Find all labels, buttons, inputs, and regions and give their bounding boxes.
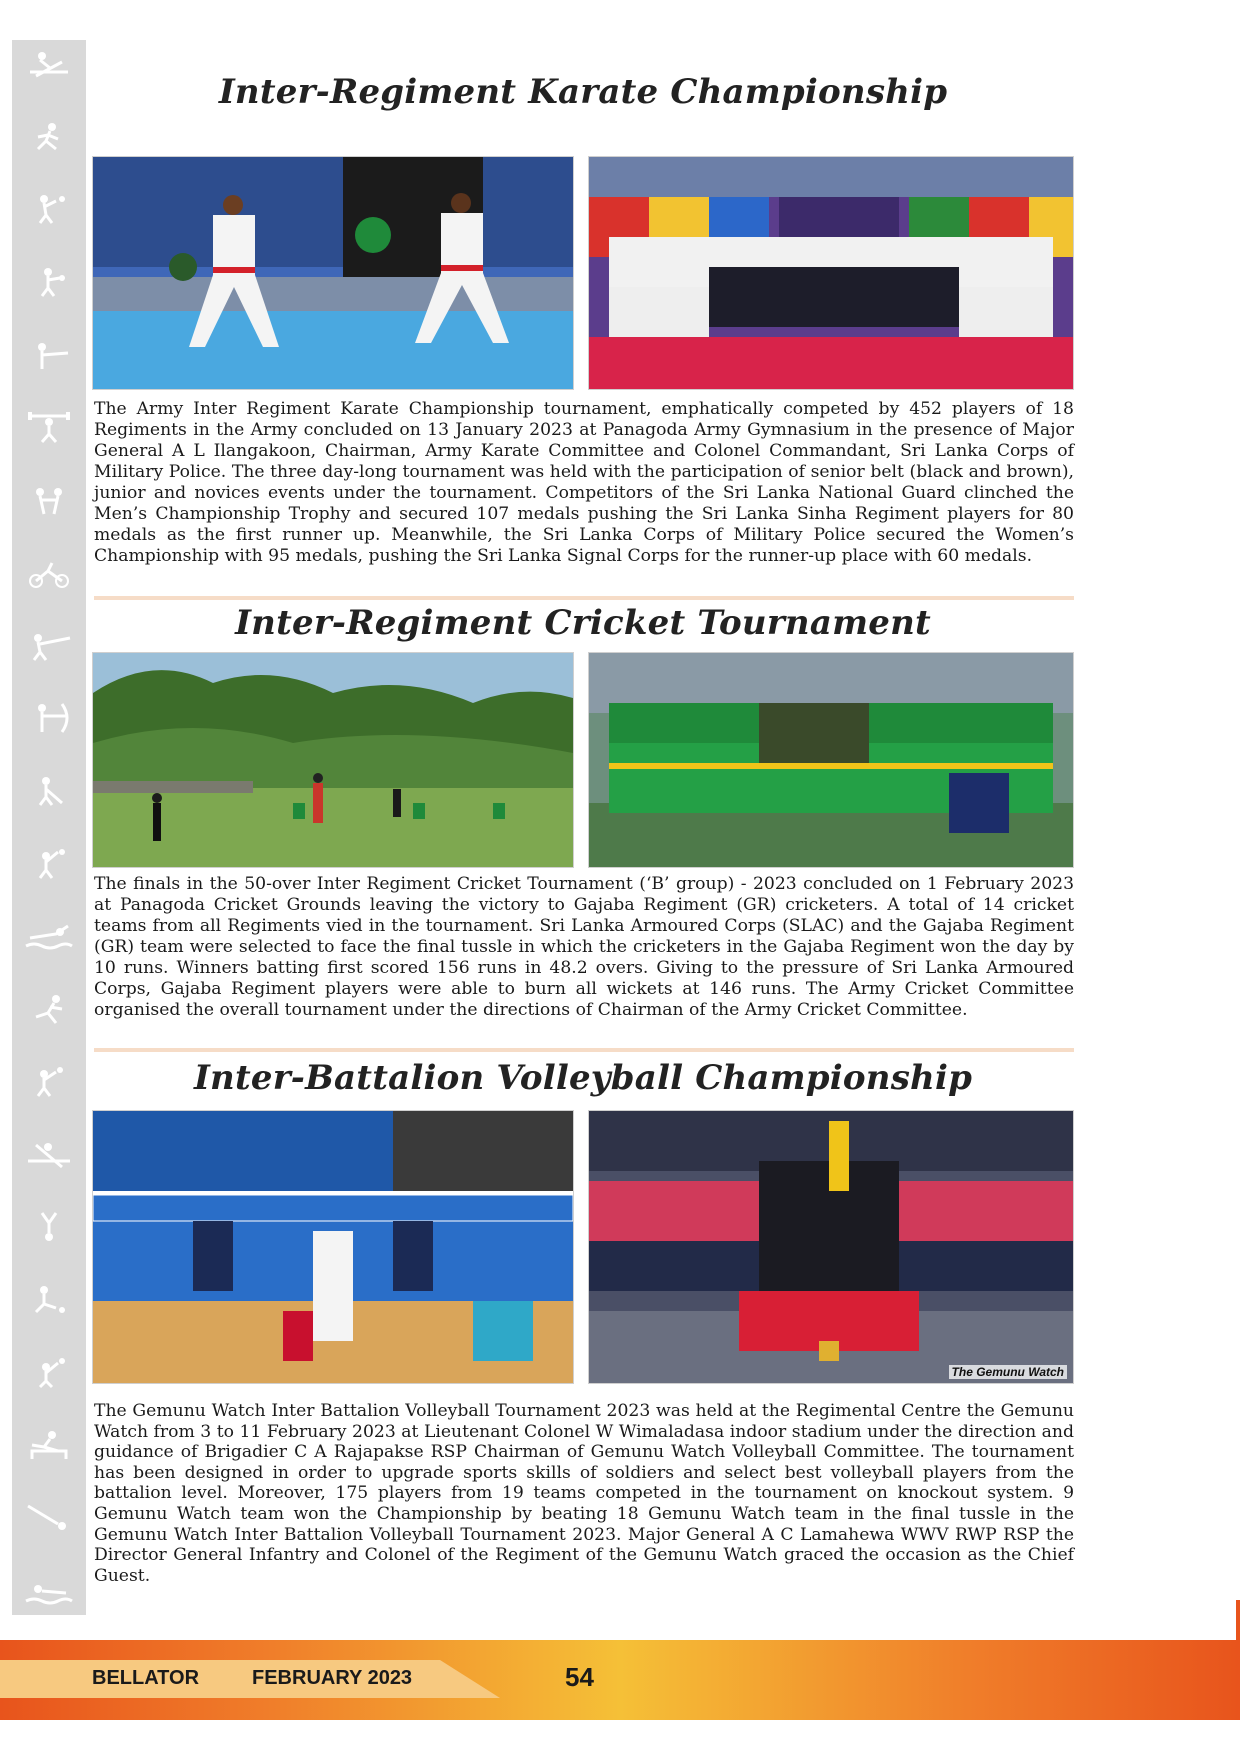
- volleyball-match-photo: [92, 1110, 574, 1384]
- swim-stroke-icon: [22, 1575, 76, 1607]
- page-number: 54: [565, 1662, 594, 1692]
- kayak-icon: [22, 1139, 76, 1171]
- fencing-icon: [22, 630, 76, 662]
- golf-icon: [22, 775, 76, 807]
- section-divider: [94, 1048, 1074, 1052]
- cricket-section-title: Inter-Regiment Cricket Tournament: [235, 603, 931, 643]
- wrestling-icon: [22, 484, 76, 516]
- swimming-icon: [22, 920, 76, 952]
- diver-icon: [22, 1502, 76, 1534]
- footer-tab: [0, 1660, 500, 1698]
- volleyball-article-text: The Gemunu Watch Inter Battalion Volleyball Tournament 2023 was held at the Regimental Centre the Gemunu Watch from 3 to 11 February 2023 at Lieutenant Colonel W Wimaladasa indoor stadium under the direction and guidance of Brigadier C A Rajapakse RSP Chairman of Gemunu Watch Volleyball Committee. The tournament has been designed in order to upgrade sports skills of soldiers and select best volleyball players from the battalion level. Moreover, 175 players from 19 teams competed in the tournament on knockout system. 9 Gemunu Watch team won the Championship by beating 18 Gemunu Watch team in the final tussle in the Gemunu Watch Inter Battalion Volleyball Tournament 2023. Major General A C Lamahewa WWV RWP RSP the Director General Infantry and Colonel of the Regiment of the Gemunu Watch graced the occasion as the Chief Guest.: [94, 1401, 1074, 1586]
- hurdles-icon: [22, 1429, 76, 1461]
- rowing-icon: [22, 48, 76, 80]
- issue-date: FEBRUARY 2023: [252, 1667, 413, 1689]
- volleyball-icon: [22, 1357, 76, 1389]
- cricket-team-photo: [588, 652, 1074, 868]
- sprinter-icon: [22, 993, 76, 1025]
- magazine-name: BELLATOR: [92, 1667, 200, 1689]
- archery-icon: [22, 702, 76, 734]
- karate-kata-photo: [92, 156, 574, 390]
- shooting-icon: [22, 339, 76, 371]
- section-divider: [94, 596, 1074, 600]
- volleyball-section-title: Inter-Battalion Volleyball Championship: [193, 1058, 973, 1098]
- volleyball-photo-credit: The Gemunu Watch: [949, 1365, 1067, 1379]
- tennis-icon: [22, 193, 76, 225]
- football-icon: [22, 1284, 76, 1316]
- weightlifting-icon: [22, 412, 76, 444]
- sports-icon-strip: [12, 40, 86, 1615]
- runner-icon: [22, 121, 76, 153]
- boxing-icon: [22, 266, 76, 298]
- cricket-article-text: The finals in the 50-over Inter Regiment Cricket Tournament (‘B’ group) - 2023 concluded on 1 February 2023 at Panagoda Cricket Grounds leaving the victory to Gajaba Regiment (GR) cricketers. A total of 14 cricket teams from all Regiments vied in the tournament. Sri Lanka Armoured Corps (SLAC) and the Gajaba Regiment (GR) team were selected to face the final tussle in which the cricketers in the Gajaba Regiment won the day by 10 runs. Winners batting first scored 156 runs in 48.2 overs. Giving to the pressure of Sri Lanka Armoured Corps, Gajaba Regiment players were able to burn all wickets at 146 runs. The Army Cricket Committee organised the overall tournament under the directions of Chairman of the Army Cricket Committee.: [94, 874, 1074, 1020]
- cycling-icon: [22, 557, 76, 589]
- volleyball-team-photo: [588, 1110, 1074, 1384]
- karate-group-photo: [588, 156, 1074, 390]
- karate-section-title: Inter-Regiment Karate Championship: [218, 72, 948, 112]
- footer-edge-line: [1236, 1600, 1240, 1720]
- karate-article-text: The Army Inter Regiment Karate Championship tournament, emphatically competed by 452 players of 18 Regiments in the Army concluded on 13 January 2023 at Panagoda Army Gymnasium in the presence of Major General A L Ilangakoon, Chairman, Army Karate Committee and Colonel Commandant, Sri Lanka Corps of Military Police. The three day-long tournament was held with the participation of senior belt (black and brown), junior and novices events under the tournament. Competitors of the Sri Lanka National Guard clinched the Men’s Championship Trophy and secured 107 medals pushing the Sri Lanka Sinha Regiment players for 80 medals as the first runner up. Meanwhile, the Sri Lanka Corps of Military Police secured the Women’s Championship with 95 medals, pushing the Sri Lanka Signal Corps for the runner-up place with 60 medals.: [94, 399, 1074, 566]
- gymnastics-icon: [22, 1211, 76, 1243]
- handball-icon: [22, 1066, 76, 1098]
- cricket-match-photo: [92, 652, 574, 868]
- basketball-icon: [22, 848, 76, 880]
